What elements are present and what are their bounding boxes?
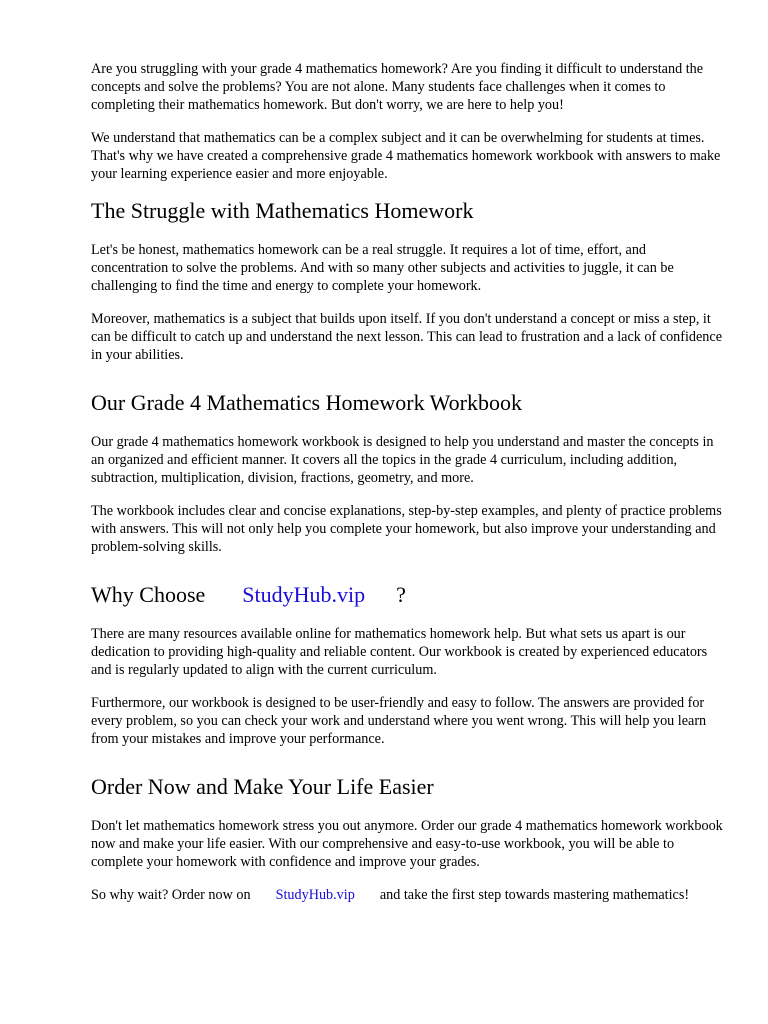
order-text-before: So why wait? Order now on: [91, 887, 251, 903]
order-text-after: and take the first step towards mastering mathematics!: [379, 887, 690, 903]
heading-why-choose: [91, 582, 723, 608]
heading-studyhub-link[interactable]: StudyHub.vip: [242, 582, 366, 607]
intro-paragraph-2: We understand that mathematics can be a complex subject and it can be overwhelming for students at times. That's why we have created a comprehensive grade 4 mathematics homework workbook with answers to make your learning experience easier and more enjoyable.: [91, 130, 721, 182]
heading-workbook: Our Grade 4 Mathematics Homework Workbook: [91, 390, 522, 415]
heading-question-mark: ?: [396, 582, 406, 607]
heading-order-now: Order Now and Make Your Life Easier: [91, 774, 434, 799]
document-body: [91, 60, 723, 919]
order-paragraph-2: [91, 886, 723, 904]
heading-struggle: The Struggle with Mathematics Homework: [91, 198, 474, 223]
struggle-paragraph-1: Let's be honest, mathematics homework can be a real struggle. It requires a lot of time, effort, and concentration to solve the problems. And with so many other subjects and activities to juggle, it can be challenging to find the time and energy to complete your homework.: [91, 242, 674, 294]
struggle-paragraph-2: Moreover, mathematics is a subject that builds upon itself. If you don't understand a concept or miss a step, it can be difficult to catch up and understand the next lesson. This can lead to frustration and a lack of confidence in your abilities.: [91, 311, 722, 363]
why-paragraph-2: Furthermore, our workbook is designed to be user-friendly and easy to follow. The answers are provided for every problem, so you can check your work and understand where you went wrong. This will help you learn from your mistakes and improve your performance.: [91, 695, 707, 747]
why-paragraph-1: There are many resources available online for mathematics homework help. But what sets us apart is our dedication to providing high-quality and reliable content. Our workbook is created by experienced educators and is regularly updated to align with the current curriculum.: [91, 626, 708, 678]
intro-paragraph-1: Are you struggling with your grade 4 mathematics homework? Are you finding it difficult to understand the concepts and solve the problems? You are not alone. Many students face challenges when it comes to completing their mathematics homework. But don't worry, we are here to help you!: [91, 61, 704, 113]
heading-why-choose-text: Why Choose: [91, 582, 206, 607]
order-paragraph-1: Don't let mathematics homework stress you out anymore. Order our grade 4 mathematics homework workbook now and make your life easier. With our comprehensive and easy-to-use workbook, you will be able to complete your homework with confidence and improve your grades.: [91, 818, 723, 870]
order-studyhub-link[interactable]: StudyHub.vip: [275, 887, 355, 903]
workbook-paragraph-1: Our grade 4 mathematics homework workbook is designed to help you understand and master the concepts in an organized and efficient manner. It covers all the topics in the grade 4 curriculum, including addition, subtraction, multiplication, division, fractions, geometry, and more.: [91, 434, 714, 486]
workbook-paragraph-2: The workbook includes clear and concise explanations, step-by-step examples, and plenty of practice problems with answers. This will not only help you complete your homework, but also improve your understanding and problem-solving skills.: [91, 503, 722, 555]
